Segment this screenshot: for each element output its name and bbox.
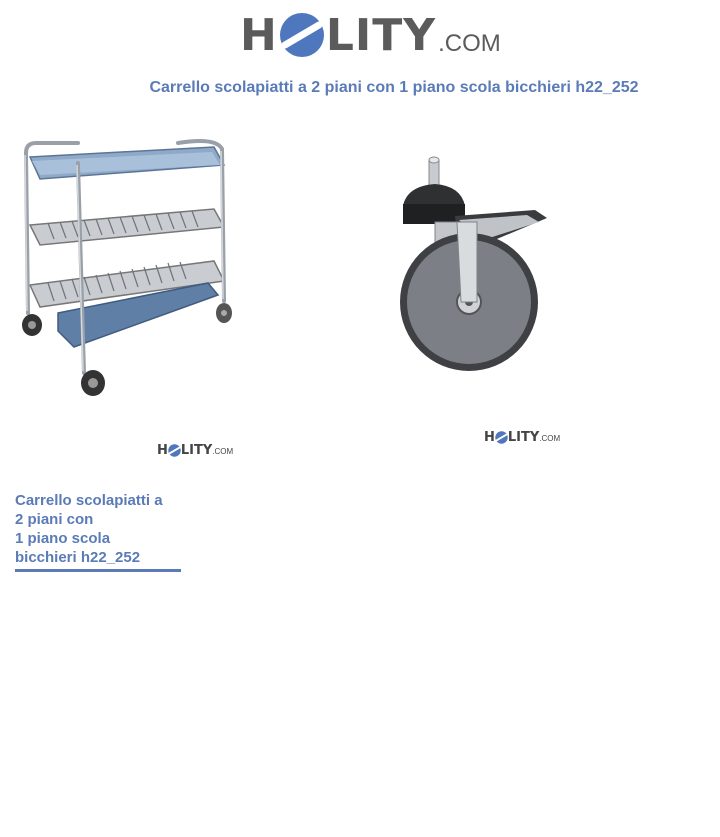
watermark-text-left: H xyxy=(157,443,168,458)
product-caption-link[interactable] xyxy=(15,491,181,572)
watermark-text-right: LITY xyxy=(507,430,540,445)
logo-suffix: .COM xyxy=(438,30,501,57)
caster-wheel-image xyxy=(395,152,555,372)
dish-drying-trolley-image xyxy=(18,135,240,403)
image-watermark-logo xyxy=(157,444,233,457)
product-image-wheel[interactable] xyxy=(395,152,555,372)
caption-line: Carrello scolapiatti a xyxy=(15,492,163,509)
logo-text-right: LITY xyxy=(325,10,437,61)
page-title: Carrello scolapiatti a 2 piani con 1 piano scola bicchieri h22_252 xyxy=(149,79,639,96)
logo-text-left: H xyxy=(240,10,278,61)
caption-line: 1 piano scola xyxy=(15,530,111,547)
image-watermark-logo xyxy=(484,431,560,444)
caption-line: bicchieri h22_252 xyxy=(15,549,141,566)
caption-line: 2 piani con xyxy=(15,511,94,528)
watermark-text-left: H xyxy=(484,430,495,445)
watermark-o-icon xyxy=(495,431,508,444)
watermark-suffix: .COM xyxy=(212,447,234,456)
watermark-o-icon xyxy=(168,444,181,457)
logo-o-icon xyxy=(279,12,325,58)
site-logo[interactable] xyxy=(240,10,501,61)
watermark-suffix: .COM xyxy=(539,434,561,443)
product-image-trolley[interactable] xyxy=(18,135,240,403)
watermark-text-right: LITY xyxy=(180,443,213,458)
